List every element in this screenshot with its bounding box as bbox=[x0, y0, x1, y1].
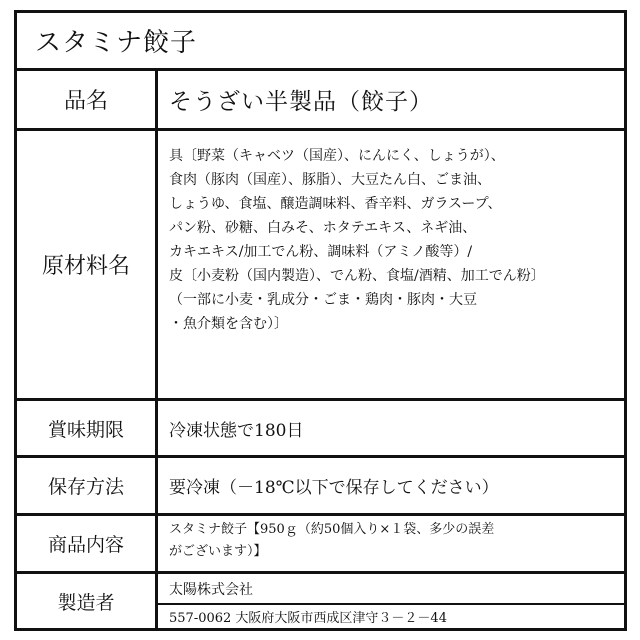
manufacturer-key: 製造者 bbox=[57, 591, 115, 614]
storage-method-key: 保存方法 bbox=[47, 476, 124, 498]
ingredients-line: （一部に小麦・乳成分・ごま・鶏肉・豚肉・大豆 bbox=[169, 292, 477, 308]
contents-key: 商品内容 bbox=[47, 534, 124, 556]
ingredients-key: 原材料名 bbox=[41, 254, 130, 279]
contents-line: がございます）】 bbox=[169, 544, 267, 559]
ingredients-line: パン粉、砂糖、白みそ、ホタテエキス、ネギ油、 bbox=[169, 220, 477, 236]
ingredients-list bbox=[169, 144, 619, 336]
manufacturer-company: 太陽株式会社 bbox=[169, 581, 253, 598]
manufacturer-address: 557-0062 大阪府大阪市西成区津守３－２－44 bbox=[169, 611, 447, 626]
label-title: スタミナ餃子 bbox=[35, 28, 198, 58]
ingredients-line: 具〔野菜（キャベツ（国産）、にんにく、しょうが）、 bbox=[169, 148, 505, 164]
storage-method-value: 要冷凍（－18℃以下で保存してください） bbox=[169, 478, 499, 498]
best-before-value: 冷凍状態で180日 bbox=[169, 420, 304, 441]
ingredients-line: 皮〔小麦粉（国内製造）、でん粉、食塩/酒精、加工でん粉〕 bbox=[169, 268, 545, 284]
ingredients-line: しょうゆ、食塩、醸造調味料、香辛料、ガラスープ、 bbox=[169, 196, 502, 212]
food-label bbox=[14, 10, 627, 631]
product-name-value: そうざい半製品（餃子） bbox=[169, 89, 433, 115]
product-name-key: 品名 bbox=[63, 89, 108, 114]
contents-value bbox=[169, 519, 619, 563]
ingredients-line: 食肉（豚肉（国産）、豚脂）、大豆たん白、ごま油、 bbox=[169, 172, 491, 188]
ingredients-line: カキエキス/加工でん粉、調味料（アミノ酸等）/ bbox=[169, 244, 473, 260]
ingredients-line: ・魚介類を含む）〕 bbox=[169, 316, 288, 332]
contents-line: スタミナ餃子【950ｇ（約50個入り×１袋、多少の誤差 bbox=[169, 522, 495, 537]
best-before-key: 賞味期限 bbox=[47, 418, 124, 441]
